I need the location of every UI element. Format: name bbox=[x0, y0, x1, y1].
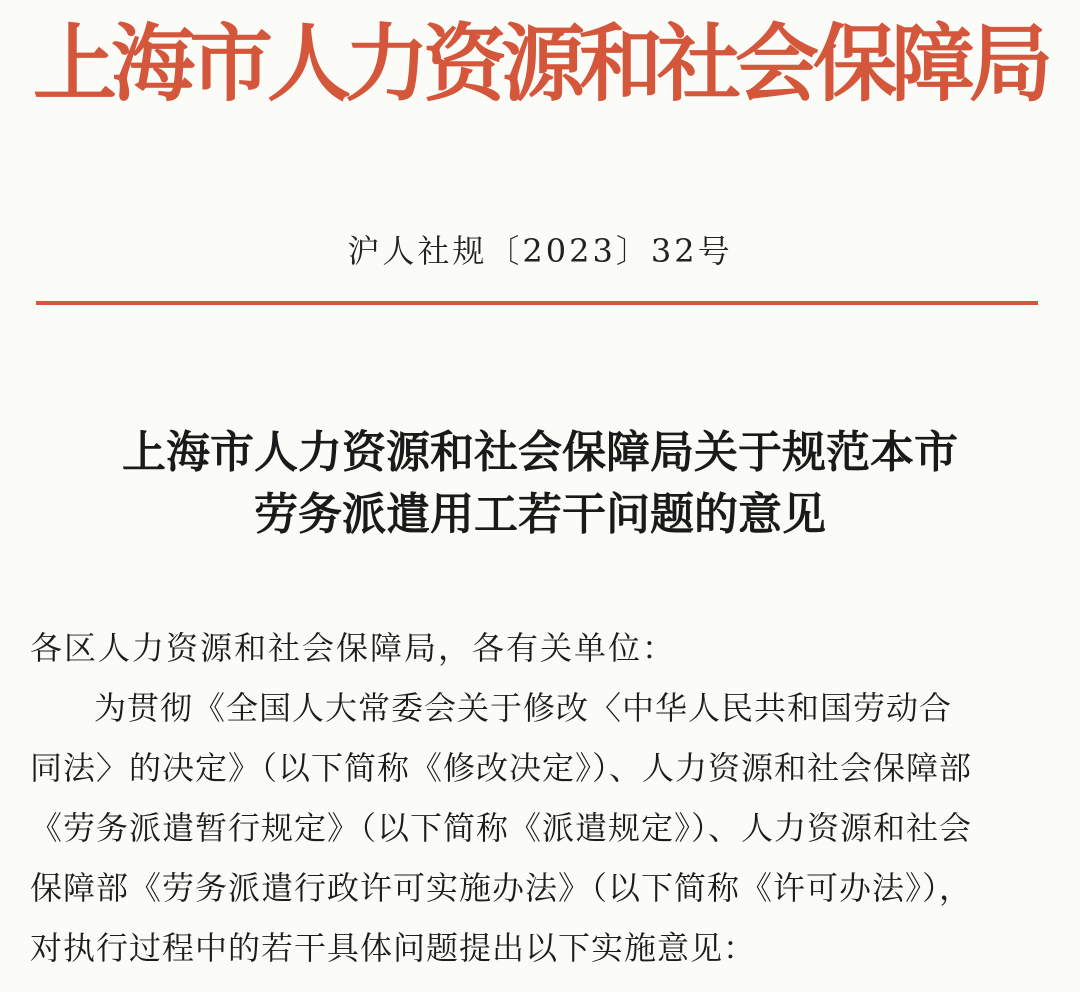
document-number: 沪人社规〔2023〕32号 bbox=[347, 232, 733, 270]
issuer-masthead: 上海市人力资源和社会保障局 bbox=[32, 14, 1047, 113]
body-line: 对执行过程中的若干具体问题提出以下实施意见： bbox=[30, 929, 757, 967]
title-line-1: 上海市人力资源和社会保障局关于规范本市 bbox=[122, 427, 958, 478]
body-line: 同法〉的决定》（以下简称《修改决定》）、人力资源和社会保障部 bbox=[30, 749, 973, 787]
title-line-2: 劳务派遣用工若干问题的意见 bbox=[254, 489, 826, 540]
red-divider-line bbox=[36, 301, 1038, 305]
body-line: 《劳务派遣暂行规定》（以下简称《派遣规定》）、人力资源和社会 bbox=[30, 809, 973, 847]
document-body bbox=[30, 618, 1040, 978]
document-title bbox=[0, 422, 1080, 546]
salutation: 各区人力资源和社会保障局，各有关单位： bbox=[30, 629, 677, 667]
body-line: 为贯彻《全国人大常委会关于修改〈中华人民共和国劳动合 bbox=[94, 689, 953, 727]
body-paragraph bbox=[30, 678, 1040, 978]
body-line: 保障部《劳务派遣行政许可实施办法》（以下简称《许可办法》）， bbox=[30, 869, 973, 907]
